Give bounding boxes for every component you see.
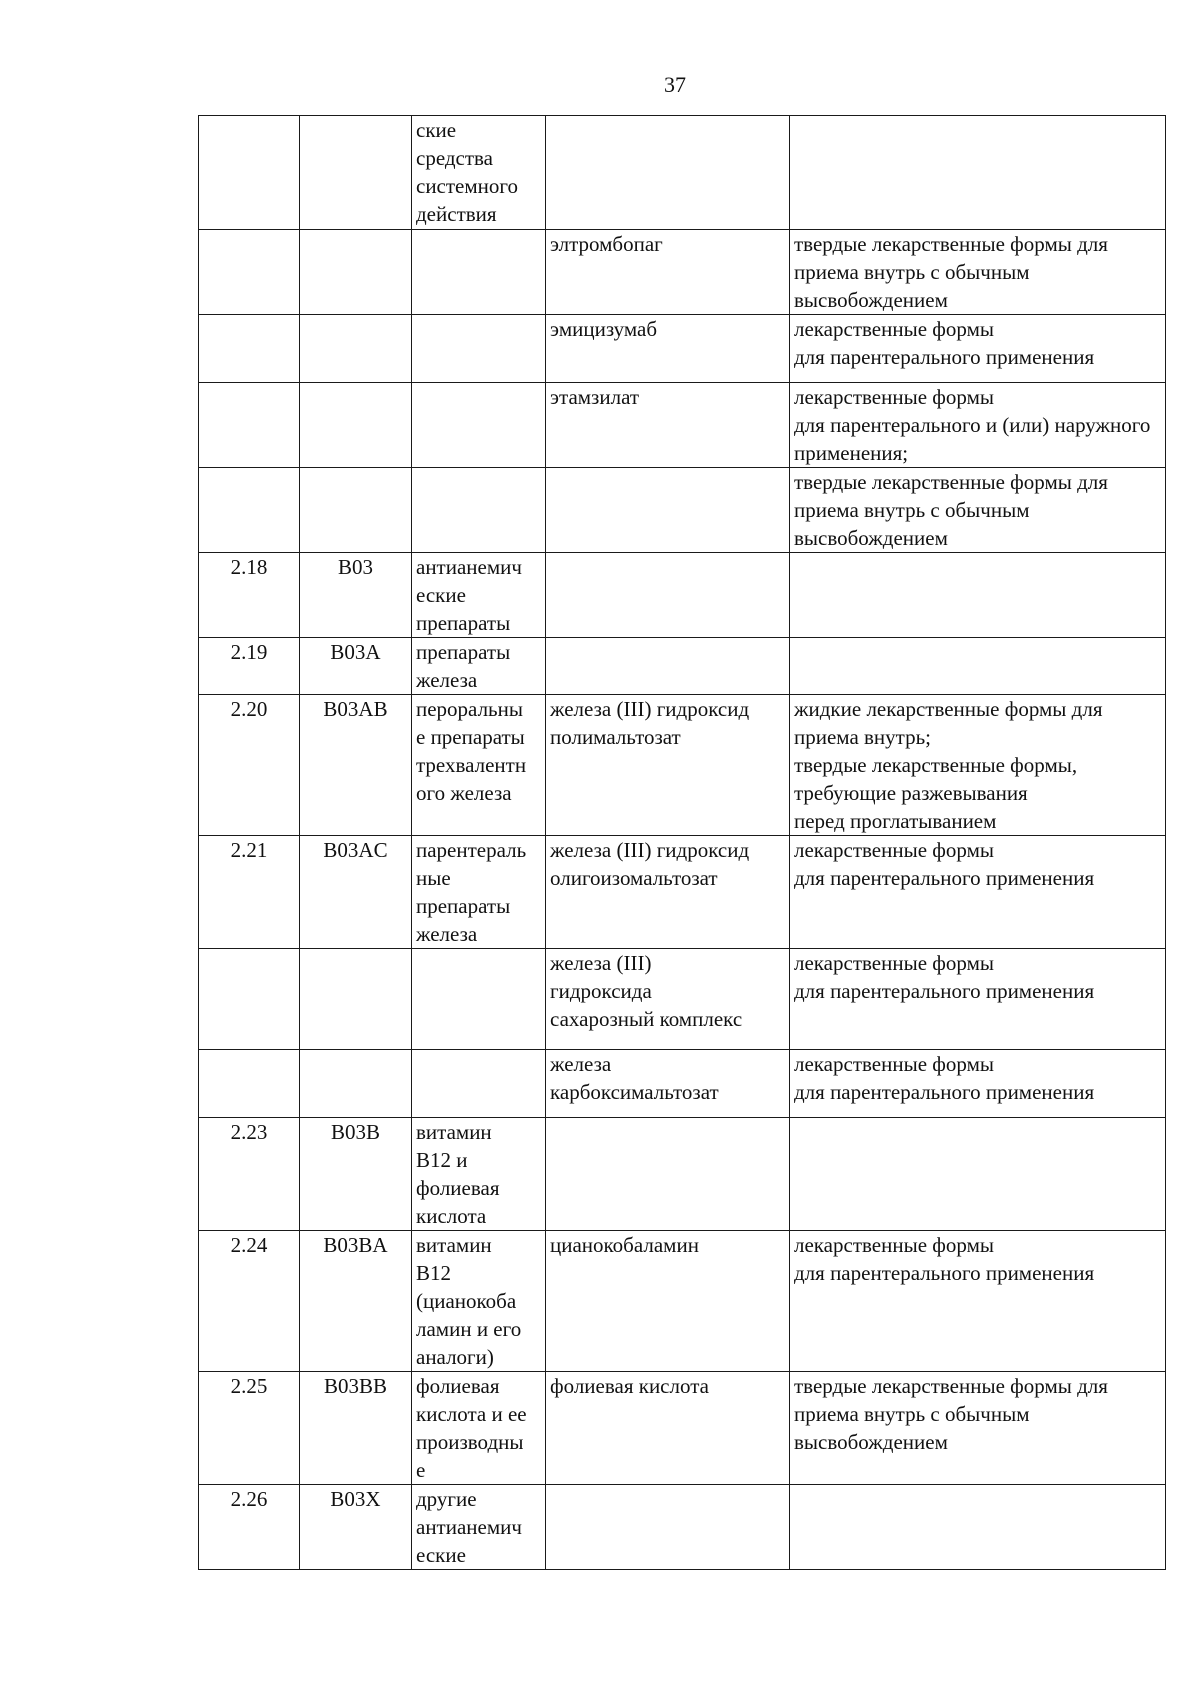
- anatomical-therapeutic-group: пероральны е препараты трехвалентн ого железа: [412, 695, 546, 836]
- table-row: [199, 1372, 1166, 1485]
- drug-name: [546, 468, 790, 553]
- anatomical-therapeutic-group: другие антианемич еские: [412, 1485, 546, 1570]
- dosage-form: твердые лекарственные формы для приема внутрь с обычным высвобождением: [790, 468, 1166, 553]
- drug-name: железа (III) гидроксид полимальтозат: [546, 695, 790, 836]
- drug-table: [198, 115, 1166, 1570]
- drug-name: [546, 553, 790, 638]
- anatomical-therapeutic-group: [412, 1050, 546, 1118]
- drug-name: [546, 1485, 790, 1570]
- drug-name: железа (III) гидроксид олигоизомальтозат: [546, 836, 790, 949]
- row-number: 2.23: [199, 1118, 300, 1231]
- table-row: [199, 695, 1166, 836]
- drug-name: фолиевая кислота: [546, 1372, 790, 1485]
- table-row: [199, 949, 1166, 1050]
- dosage-form: [790, 638, 1166, 695]
- atc-code: [300, 383, 412, 468]
- row-number: 2.19: [199, 638, 300, 695]
- anatomical-therapeutic-group: парентераль ные препараты железа: [412, 836, 546, 949]
- page-number: 37: [664, 72, 686, 97]
- table-row: [199, 836, 1166, 949]
- anatomical-therapeutic-group: [412, 383, 546, 468]
- dosage-form: [790, 553, 1166, 638]
- atc-code: [300, 230, 412, 315]
- anatomical-therapeutic-group: антианемич еские препараты: [412, 553, 546, 638]
- row-number: 2.18: [199, 553, 300, 638]
- row-number: [199, 1050, 300, 1118]
- atc-code: B03BA: [300, 1231, 412, 1372]
- row-number: [199, 383, 300, 468]
- atc-code: B03A: [300, 638, 412, 695]
- row-number: [199, 949, 300, 1050]
- atc-code: B03B: [300, 1118, 412, 1231]
- dosage-form: [790, 1118, 1166, 1231]
- anatomical-therapeutic-group: [412, 230, 546, 315]
- atc-code: [300, 1050, 412, 1118]
- table-row: [199, 1231, 1166, 1372]
- dosage-form: [790, 116, 1166, 230]
- dosage-form: твердые лекарственные формы для приема внутрь с обычным высвобождением: [790, 230, 1166, 315]
- anatomical-therapeutic-group: [412, 315, 546, 383]
- anatomical-therapeutic-group: фолиевая кислота и ее производны е: [412, 1372, 546, 1485]
- atc-code: [300, 116, 412, 230]
- table-row: [199, 1118, 1166, 1231]
- atc-code: B03: [300, 553, 412, 638]
- table-row: [199, 383, 1166, 468]
- dosage-form: жидкие лекарственные формы для приема внутрь; твердые лекарственные формы, требующие разжевывания перед проглатыванием: [790, 695, 1166, 836]
- drug-name: этамзилат: [546, 383, 790, 468]
- atc-code: [300, 468, 412, 553]
- row-number: 2.20: [199, 695, 300, 836]
- dosage-form: лекарственные формы для парентерального и (или) наружного применения;: [790, 383, 1166, 468]
- table-row: [199, 315, 1166, 383]
- drug-name: [546, 1118, 790, 1231]
- atc-code: B03AB: [300, 695, 412, 836]
- drug-name: железа (III) гидроксида сахарозный комплекс: [546, 949, 790, 1050]
- anatomical-therapeutic-group: [412, 468, 546, 553]
- anatomical-therapeutic-group: витамин B12 и фолиевая кислота: [412, 1118, 546, 1231]
- table-row: [199, 553, 1166, 638]
- drug-name: элтромбопаг: [546, 230, 790, 315]
- drug-name: [546, 116, 790, 230]
- dosage-form: лекарственные формы для парентерального применения: [790, 836, 1166, 949]
- anatomical-therapeutic-group: [412, 949, 546, 1050]
- table-row: [199, 230, 1166, 315]
- drug-name: железа карбоксимальтозат: [546, 1050, 790, 1118]
- atc-code: [300, 315, 412, 383]
- anatomical-therapeutic-group: ские средства системного действия: [412, 116, 546, 230]
- dosage-form: лекарственные формы для парентерального применения: [790, 315, 1166, 383]
- table-row: [199, 1485, 1166, 1570]
- atc-code: B03BB: [300, 1372, 412, 1485]
- table-row: [199, 1050, 1166, 1118]
- atc-code: [300, 949, 412, 1050]
- anatomical-therapeutic-group: витамин B12 (цианокоба ламин и его аналоги): [412, 1231, 546, 1372]
- row-number: [199, 116, 300, 230]
- drug-name: [546, 638, 790, 695]
- table-row: [199, 638, 1166, 695]
- row-number: 2.26: [199, 1485, 300, 1570]
- atc-code: B03AC: [300, 836, 412, 949]
- row-number: [199, 315, 300, 383]
- row-number: 2.21: [199, 836, 300, 949]
- drug-name: эмицизумаб: [546, 315, 790, 383]
- row-number: 2.24: [199, 1231, 300, 1372]
- dosage-form: лекарственные формы для парентерального применения: [790, 1231, 1166, 1372]
- anatomical-therapeutic-group: препараты железа: [412, 638, 546, 695]
- dosage-form: лекарственные формы для парентерального применения: [790, 949, 1166, 1050]
- dosage-form: твердые лекарственные формы для приема внутрь с обычным высвобождением: [790, 1372, 1166, 1485]
- row-number: 2.25: [199, 1372, 300, 1485]
- drug-name: цианокобаламин: [546, 1231, 790, 1372]
- row-number: [199, 230, 300, 315]
- table-row: [199, 468, 1166, 553]
- dosage-form: [790, 1485, 1166, 1570]
- row-number: [199, 468, 300, 553]
- atc-code: B03X: [300, 1485, 412, 1570]
- table-row: [199, 116, 1166, 230]
- dosage-form: лекарственные формы для парентерального применения: [790, 1050, 1166, 1118]
